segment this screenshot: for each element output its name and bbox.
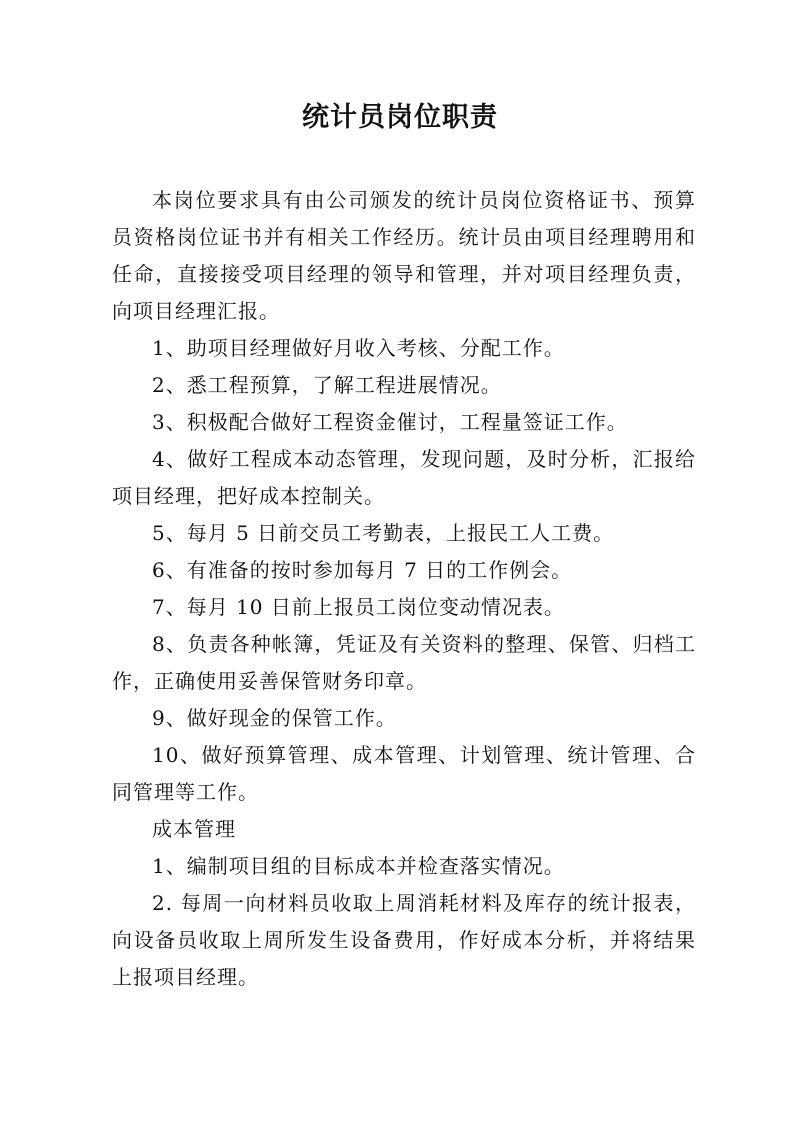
duty-item-1: 1、助项目经理做好月收入考核、分配工作。 [152,336,565,360]
cost-item-2: 2. 每周一向材料员收取上周消耗材料及库存的统计报表，向设备员收取上周所发生设备费用，作好成本分析，并将结果上报项目经理。 [112,891,696,989]
duty-item-10: 10、做好预算管理、成本管理、计划管理、统计管理、合同管理等工作。 [112,743,696,804]
duty-item-6: 6、有准备的按时参加每月 7 日的工作例会。 [152,558,573,582]
duty-item-9: 9、做好现金的保管工作。 [152,706,397,730]
duty-item-5: 5、每月 5 日前交员工考勤表，上报民工人工费。 [152,521,615,545]
duty-item-8: 8、负责各种帐簿，凭证及有关资料的整理、保管、归档工作，正确使用妥善保管财务印章。 [112,632,696,693]
duty-item-3: 3、积极配合做好工程资金催讨，工程量签证工作。 [152,410,628,434]
duty-item-7: 7、每月 10 日前上报员工岗位变动情况表。 [152,595,565,619]
duty-item-2: 2、悉工程预算，了解工程进展情况。 [152,373,502,397]
section-heading-cost-management: 成本管理 [152,817,236,841]
duty-item-4: 4、做好工程成本动态管理，发现问题，及时分析，汇报给项目经理，把好成本控制关。 [112,447,696,508]
intro-paragraph: 本岗位要求具有由公司颁发的统计员岗位资格证书、预算员资格岗位证书并有相关工作经历。统计员由项目经理聘用和任命，直接接受项目经理的领导和管理，并对项目经理负责，向项目经理汇报。 [112,188,696,323]
document-body [112,182,696,996]
cost-item-1: 1、编制项目组的目标成本并检查落实情况。 [152,854,565,878]
document-title: 统计员岗位职责 [302,102,498,133]
